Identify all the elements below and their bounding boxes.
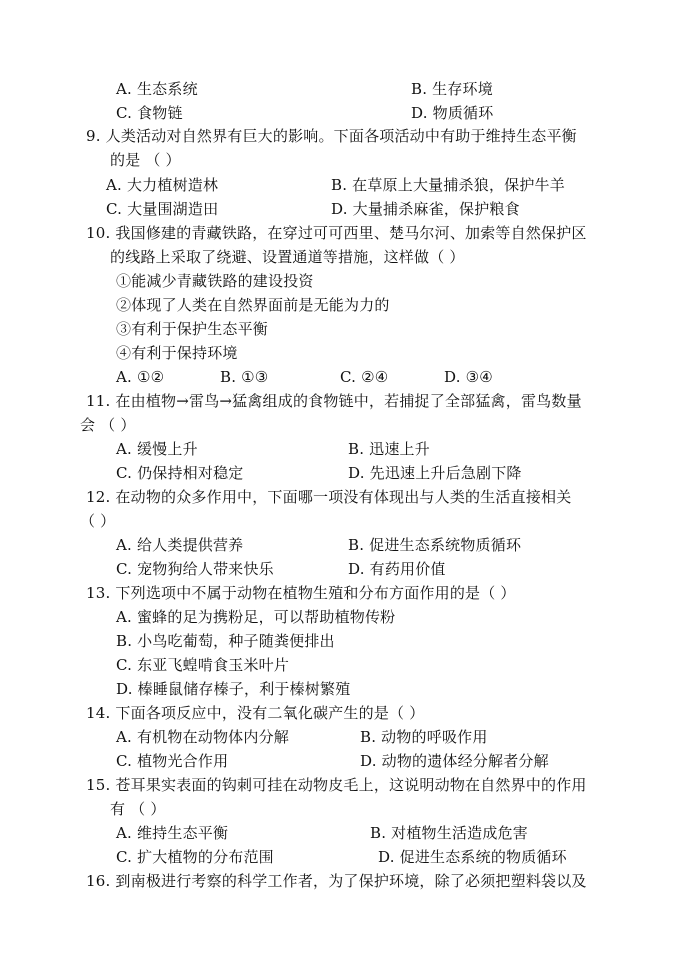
q12-option-a: A. 给人类提供营养 <box>116 536 244 554</box>
q9-option-d: D. 大量捕杀麻雀，保护粮食 <box>331 200 520 218</box>
q13-option-a: A. 蜜蜂的足为携粉足，可以帮助植物传粉 <box>116 608 396 626</box>
q10-option-d: D. ③④ <box>444 368 493 386</box>
q11-option-a: A. 缓慢上升 <box>116 440 198 458</box>
q8-option-d: D. 物质循环 <box>411 104 494 122</box>
q12-stem-line2: （ ） <box>80 512 116 530</box>
q12-option-d: D. 有药用价值 <box>348 560 446 578</box>
q13-stem-line1: 13. 下列选项中不属于动物在植物生殖和分布方面作用的是（ ） <box>86 584 516 602</box>
q13-option-c: C. 东亚飞蝗啃食玉米叶片 <box>116 656 290 674</box>
q11-stem-line1: 11. 在由植物→雷鸟→猛禽组成的食物链中，若捕捉了全部猛禽，雷鸟数量 <box>86 392 582 410</box>
q15-option-c: C. 扩大植物的分布范围 <box>116 848 274 866</box>
q8-option-b: B. 生存环境 <box>411 80 493 98</box>
q9-option-b: B. 在草原上大量捕杀狼，保护牛羊 <box>331 176 565 194</box>
q14-option-c: C. 植物光合作用 <box>116 752 229 770</box>
q15-stem-line1: 15. 苍耳果实表面的钩刺可挂在动物皮毛上，这说明动物在自然界中的作用 <box>86 776 587 794</box>
q14-option-b: B. 动物的呼吸作用 <box>360 728 488 746</box>
q14-stem-line1: 14. 下面各项反应中，没有二氧化碳产生的是（ ） <box>86 704 425 722</box>
q10-statement-3: ③有利于保护生态平衡 <box>116 320 269 338</box>
q14-option-d: D. 动物的遗体经分解者分解 <box>360 752 549 770</box>
q10-option-c: C. ②④ <box>340 368 389 386</box>
q8-option-c: C. 食物链 <box>116 104 183 122</box>
q11-stem-line2: 会 （ ） <box>80 416 136 434</box>
q11-option-b: B. 迅速上升 <box>348 440 430 458</box>
q9-stem-line2: 的是 （ ） <box>110 151 181 169</box>
q15-stem-line2: 有 （ ） <box>110 800 166 818</box>
q8-option-a: A. 生态系统 <box>116 80 198 98</box>
q15-option-b: B. 对植物生活造成危害 <box>370 824 528 842</box>
q10-statement-4: ④有利于保持环境 <box>116 344 238 362</box>
q12-stem-line1: 12. 在动物的众多作用中，下面哪一项没有体现出与人类的生活直接相关 <box>86 488 572 506</box>
q10-option-a: A. ①② <box>116 368 165 386</box>
q12-option-b: B. 促进生态系统物质循环 <box>348 536 522 554</box>
q10-stem-line1: 10. 我国修建的青藏铁路，在穿过可可西里、楚马尔河、加索等自然保护区 <box>86 224 587 242</box>
q9-stem-line1: 9. 人类活动对自然界有巨大的影响。下面各项活动中有助于维持生态平衡 <box>86 127 577 145</box>
q11-option-c: C. 仍保持相对稳定 <box>116 464 244 482</box>
q15-option-d: D. 促进生态系统的物质循环 <box>378 848 567 866</box>
q15-option-a: A. 维持生态平衡 <box>116 824 229 842</box>
q10-stem-line2: 的线路上采取了绕避、设置通道等措施，这样做（ ） <box>110 248 465 266</box>
q9-option-a: A. 大力植树造林 <box>106 176 219 194</box>
q9-option-c: C. 大量围湖造田 <box>106 200 219 218</box>
q13-option-d: D. 榛睡鼠储存榛子，利于榛树繁殖 <box>116 680 351 698</box>
q13-option-b: B. 小鸟吃葡萄，种子随粪便排出 <box>116 632 335 650</box>
q10-statement-1: ①能减少青藏铁路的建设投资 <box>116 272 314 290</box>
q16-stem-line1: 16. 到南极进行考察的科学工作者，为了保护环境，除了必须把塑料袋以及 <box>86 872 587 890</box>
q10-option-b: B. ①③ <box>220 368 269 386</box>
q14-option-a: A. 有机物在动物体内分解 <box>116 728 289 746</box>
q11-option-d: D. 先迅速上升后急剧下降 <box>348 464 522 482</box>
q10-statement-2: ②体现了人类在自然界面前是无能为力的 <box>116 296 390 314</box>
q12-option-c: C. 宠物狗给人带来快乐 <box>116 560 274 578</box>
